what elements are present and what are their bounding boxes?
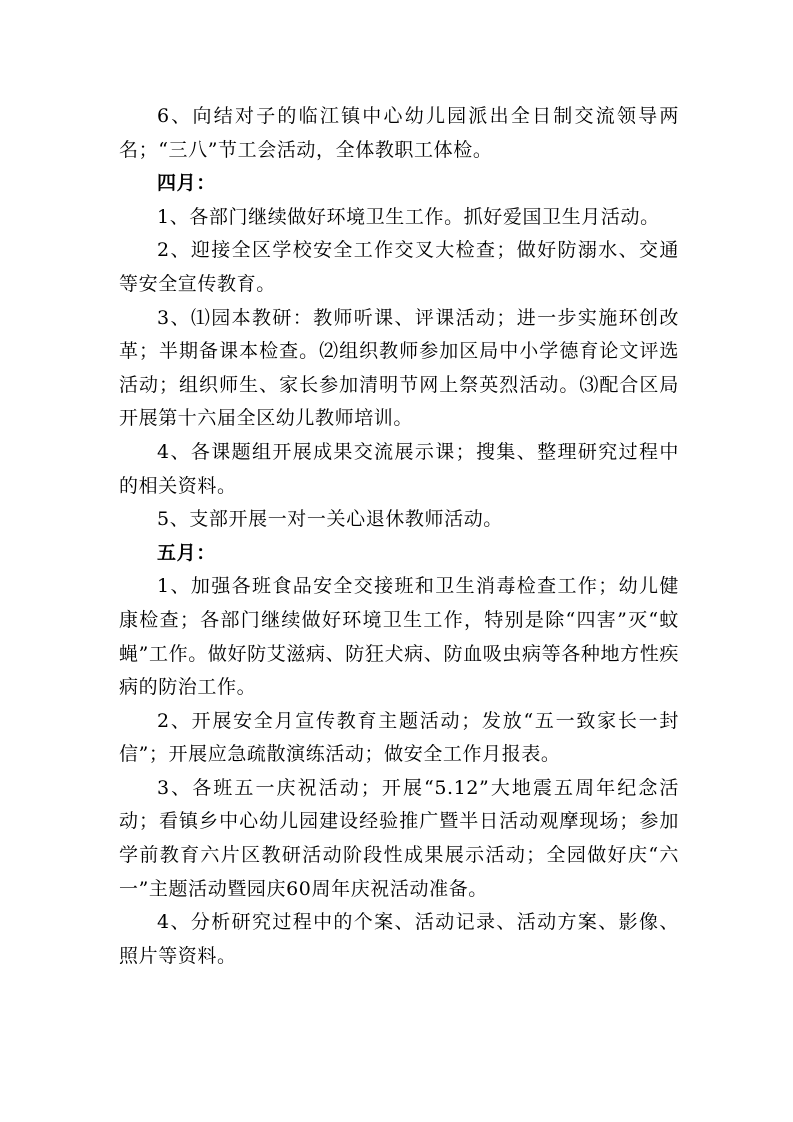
paragraph-april-5: 5、支部开展一对一关心退休教师活动。 bbox=[157, 508, 503, 531]
section-heading-may: 五月： bbox=[157, 541, 216, 564]
section-heading-april: 四月： bbox=[157, 172, 216, 195]
paragraph-april-4: 4、各课题组开展成果交流展示课；搜集、整理研究过程中的相关资料。 bbox=[119, 440, 679, 497]
paragraph-april-1: 1、各部门继续做好环境卫生工作。抓好爱国卫生月活动。 bbox=[157, 205, 660, 228]
paragraph-may-3: 3、各班五一庆祝活动；开展“5.12”大地震五周年纪念活动；看镇乡中心幼儿园建设经验推广暨半日活动观摩现场；参加学前教育六片区教研活动阶段性成果展示活动；全园做好庆“六一”主题活动暨园庆60周年庆祝活动准备。 bbox=[119, 776, 679, 900]
paragraph-may-1: 1、加强各班食品安全交接班和卫生消毒检查工作；幼儿健康检查；各部门继续做好环境卫生工作，特别是除“四害”灭“蚊蝇”工作。做好防艾滋病、防狂犬病、防血吸虫病等各种地方性疾病的防治工作。 bbox=[119, 575, 679, 699]
document-body bbox=[119, 100, 679, 973]
paragraph-april-3: 3、⑴园本教研：教师听课、评课活动；进一步实施环创改革；半期备课本检查。⑵组织教师参加区局中小学德育论文评选活动；组织师生、家长参加清明节网上祭英烈活动。⑶配合区局开展第十六届全区幼儿教师培训。 bbox=[119, 306, 679, 430]
paragraph-april-2: 2、迎接全区学校安全工作交叉大检查；做好防溺水、交通等安全宣传教育。 bbox=[119, 239, 679, 295]
paragraph-may-4: 4、分析研究过程中的个案、活动记录、活动方案、影像、照片等资料。 bbox=[119, 911, 679, 967]
paragraph-may-2: 2、开展安全月宣传教育主题活动；发放“五一致家长一封信”；开展应急疏散演练活动；做安全工作月报表。 bbox=[119, 709, 679, 766]
paragraph-item-6-exchange: 6、向结对子的临江镇中心幼儿园派出全日制交流领导两名；“三八”节工会活动，全体教职工体检。 bbox=[119, 105, 679, 161]
